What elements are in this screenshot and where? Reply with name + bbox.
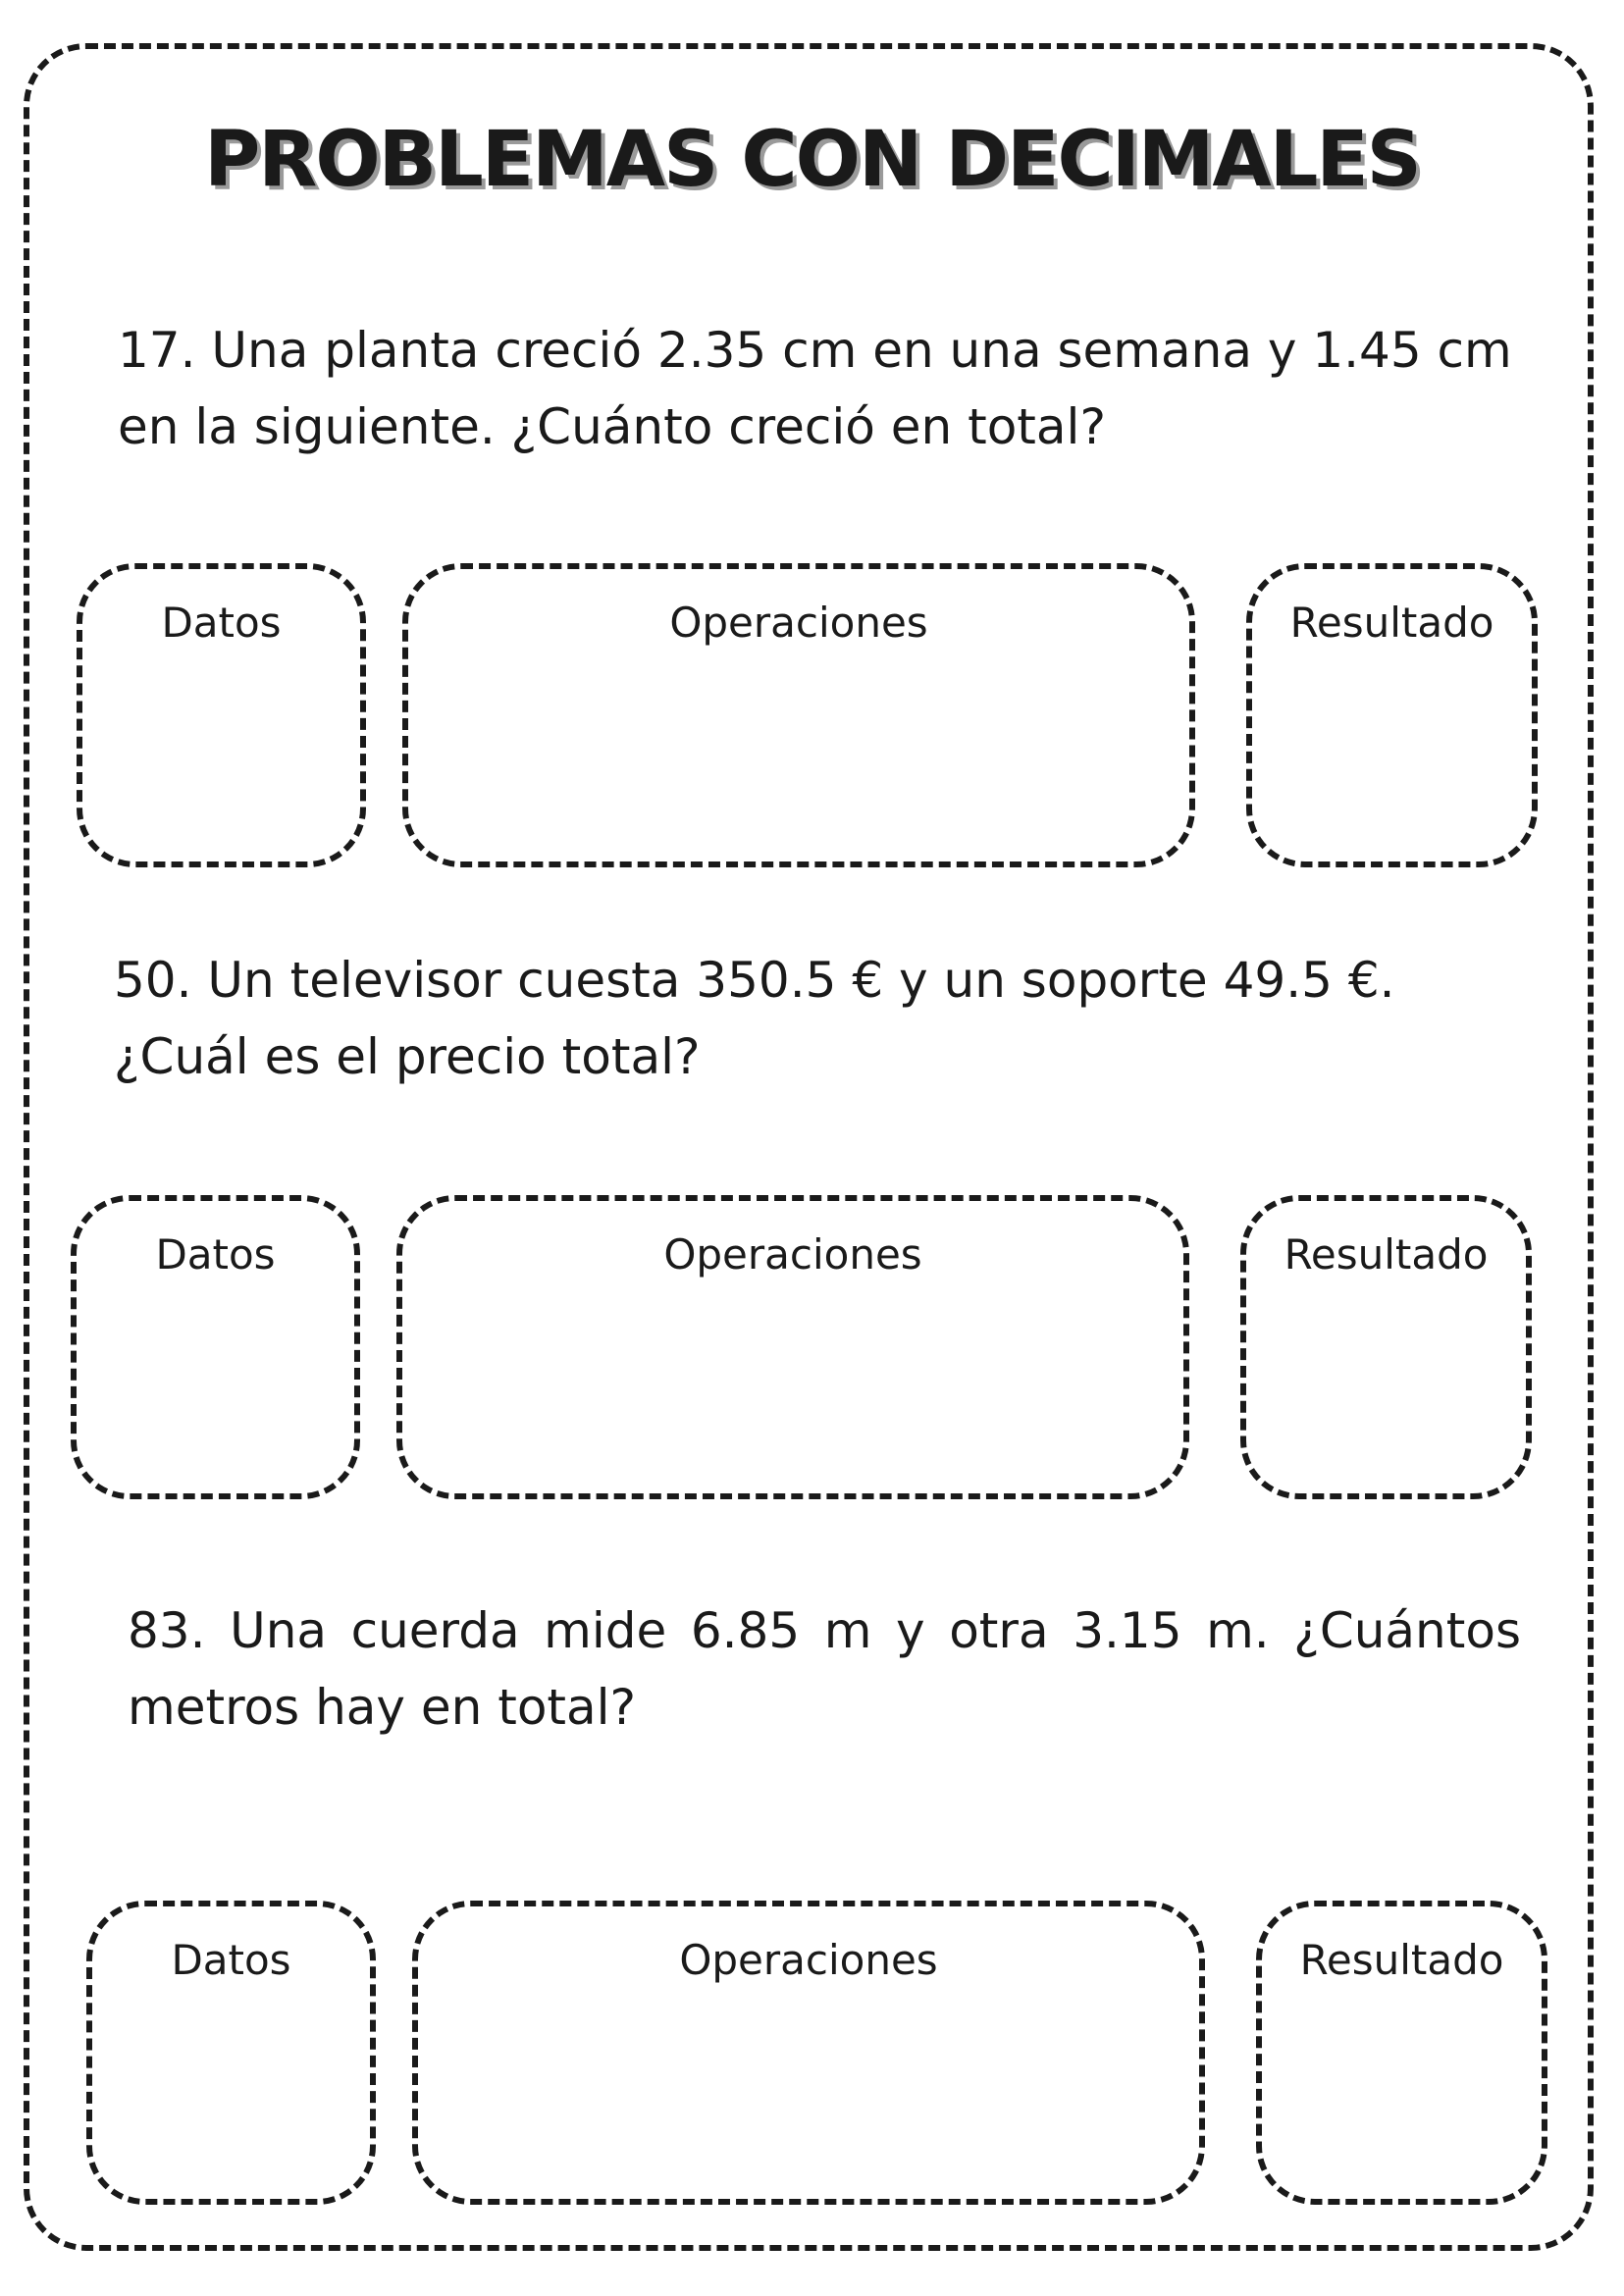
page-title: PROBLEMAS CON DECIMALES: [204, 116, 1420, 204]
problem-1-text: 17. Una planta creció 2.35 cm en una semana y 1.45 cm en la siguiente. ¿Cuánto creció en total?: [118, 322, 1512, 455]
operations-box-label: Operaciones: [669, 599, 928, 647]
operations-box-label: Operaciones: [679, 1936, 938, 1984]
result-box-label: Resultado: [1299, 1936, 1504, 1984]
problem-2-text: 50. Un televisor cuesta 350.5 € y un soporte 49.5 €. ¿Cuál es el precio total?: [114, 952, 1395, 1085]
problem-1-data-box[interactable]: [77, 563, 366, 867]
data-box-label: Datos: [155, 1230, 276, 1278]
problem-2-operations-box[interactable]: [396, 1195, 1189, 1499]
result-box-label: Resultado: [1289, 599, 1494, 647]
problem-2-result-box[interactable]: [1240, 1195, 1532, 1499]
result-box-label: Resultado: [1283, 1230, 1489, 1278]
problem-2-data-box[interactable]: [71, 1195, 360, 1499]
problem-3-result-box[interactable]: [1256, 1901, 1547, 2205]
operations-box-label: Operaciones: [663, 1230, 922, 1278]
problem-3-data-box[interactable]: [86, 1901, 376, 2205]
data-box-label: Datos: [171, 1936, 291, 1984]
problem-1-operations-box[interactable]: [402, 563, 1195, 867]
problem-1-result-box[interactable]: [1246, 563, 1538, 867]
problem-3-operations-box[interactable]: [412, 1901, 1205, 2205]
data-box-label: Datos: [161, 599, 282, 647]
problem-3-text: 83. Una cuerda mide 6.85 m y otra 3.15 m. ¿Cuántos metros hay en total?: [128, 1602, 1521, 1736]
